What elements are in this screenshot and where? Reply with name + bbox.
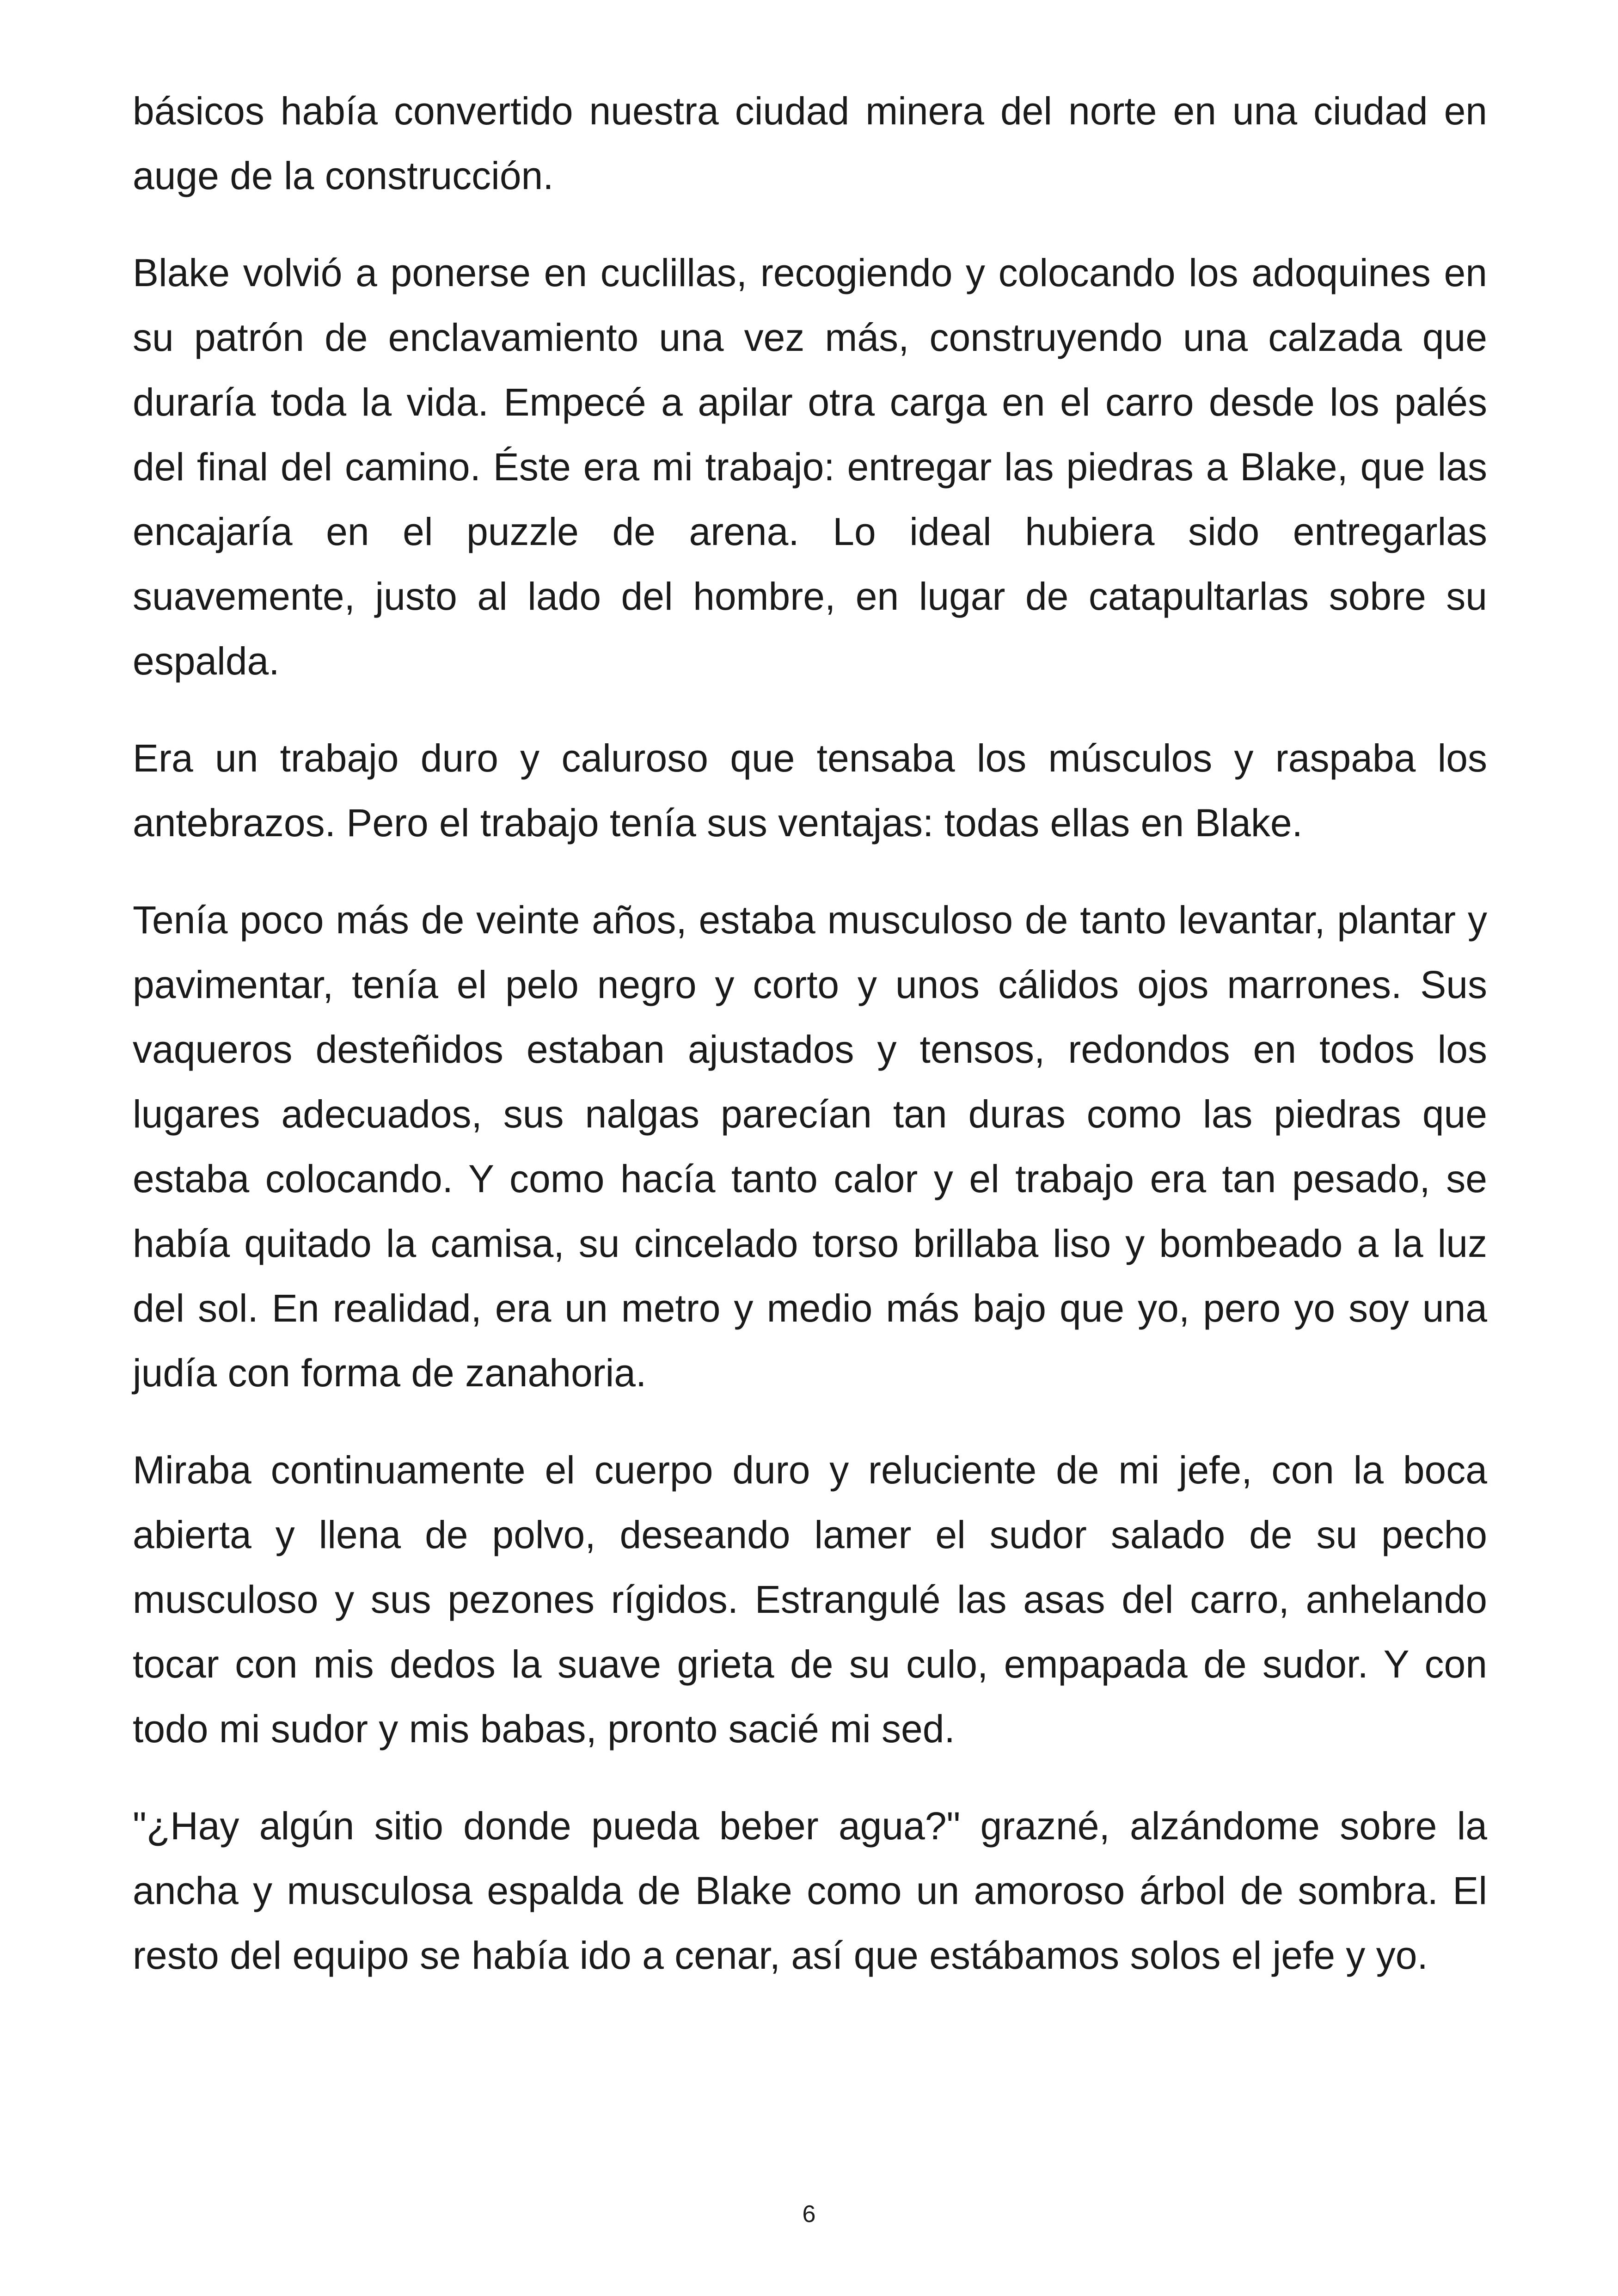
paragraph-3: Era un trabajo duro y caluroso que tensaba los músculos y raspaba los antebrazos. Pero el trabajo tenía sus ventajas: todas ellas en Blake.	[133, 736, 1487, 845]
paragraph-2: Blake volvió a ponerse en cuclillas, recogiendo y colocando los adoquines en su patrón de enclavamiento una vez más, construyendo una calzada que duraría toda la vida. Empecé a apilar otra carga en el carro desde los palés del final del camino. Éste era mi trabajo: entregar las piedras a Blake, que las encajaría en el puzzle de arena. Lo ideal hubiera sido entregarlas suavemente, justo al lado del hombre, en lugar de catapultarlas sobre su espalda.	[133, 251, 1487, 683]
page-number: 6	[802, 2201, 816, 2228]
paragraph-5: Miraba continuamente el cuerpo duro y reluciente de mi jefe, con la boca abierta y llena de polvo, deseando lamer el sudor salado de su pecho musculoso y sus pezones rígidos. Estrangulé las asas del carro, anhelando tocar con mis dedos la suave grieta de su culo, empapada de sudor. Y con todo mi sudor y mis babas, pronto sacié mi sed.	[133, 1448, 1487, 1751]
paragraph-4: Tenía poco más de veinte años, estaba musculoso de tanto levantar, plantar y pavimentar, tenía el pelo negro y corto y unos cálidos ojos marrones. Sus vaqueros desteñidos estaban ajustados y tensos, redondos en todos los lugares adecuados, sus nalgas parecían tan duras como las piedras que estaba colocando. Y como hacía tanto calor y el trabajo era tan pesado, se había quitado la camisa, su cincelado torso brillaba liso y bombeado a la luz del sol. En realidad, era un metro y medio más bajo que yo, pero yo soy una judía con forma de zanahoria.	[133, 898, 1487, 1395]
paragraph-1: básicos había convertido nuestra ciudad minera del norte en una ciudad en auge de la construcción.	[133, 89, 1487, 197]
body-text	[133, 79, 1487, 2020]
paragraph-6: "¿Hay algún sitio donde pueda beber agua?" grazné, alzándome sobre la ancha y musculosa espalda de Blake como un amoroso árbol de sombra. El resto del equipo se había ido a cenar, así que estábamos solos el jefe y yo.	[133, 1804, 1487, 1977]
